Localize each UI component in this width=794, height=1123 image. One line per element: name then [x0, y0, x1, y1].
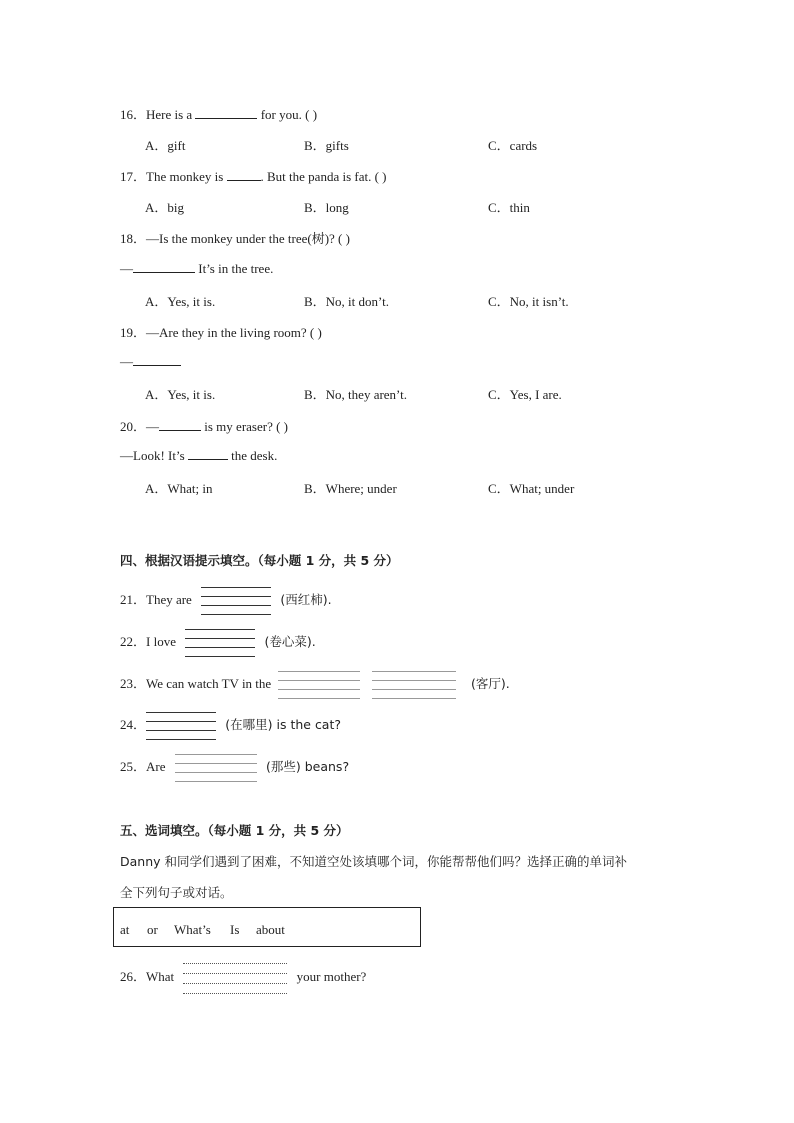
option-a: A．What; in — [145, 481, 213, 496]
question-19-reply — [120, 353, 181, 370]
question-26-tail: your mother? — [296, 968, 367, 984]
writing-lines[interactable] — [185, 629, 255, 657]
reply-tail: the desk. — [231, 448, 278, 463]
writing-lines[interactable] — [146, 712, 216, 740]
question-21-text: 21．They are — [120, 591, 192, 607]
question-24-text: 24． — [120, 716, 147, 732]
question-22-text: 22．I love — [120, 633, 176, 649]
reply-text: —Look! It’s — [120, 448, 185, 463]
chinese-hint: (西红柿). — [280, 591, 332, 607]
answer-blank[interactable] — [188, 447, 228, 460]
section-5-intro-cont: 全下列句子或对话。 — [120, 885, 233, 900]
question-20-text: 20．— — [120, 419, 160, 434]
option-c: C．thin — [488, 200, 530, 215]
question-18-reply — [120, 260, 273, 277]
option-b: B．long — [304, 200, 349, 215]
option-c: C．What; under — [488, 481, 575, 496]
dash: — — [120, 354, 133, 369]
option-a: A．gift — [145, 138, 186, 153]
writing-lines[interactable] — [201, 587, 271, 615]
section-4-title: 四、根据汉语提示填空。（每小题 1 分，共 5 分） — [120, 553, 399, 568]
option-b: B．Where; under — [304, 481, 397, 496]
question-17-tail: . But the panda is fat. ( ) — [260, 169, 387, 184]
question-16 — [120, 104, 317, 123]
option-c: C．No, it isn’t. — [488, 294, 569, 309]
answer-blank[interactable] — [227, 168, 261, 181]
question-20 — [120, 416, 288, 435]
question-17-text: 17．The monkey is — [120, 169, 224, 184]
writing-lines[interactable] — [372, 671, 456, 699]
question-16-tail: for you. ( ) — [260, 107, 318, 122]
reply-text: It’s in the tree. — [198, 261, 274, 276]
word-bank-item: What’s — [174, 922, 211, 937]
writing-lines[interactable] — [278, 671, 360, 699]
question-23 — [120, 671, 510, 699]
question-20-tail: is my eraser? ( ) — [204, 419, 289, 434]
option-b: B．No, they aren’t. — [304, 387, 408, 402]
chinese-hint: (卷心菜). — [264, 633, 316, 649]
question-23-text: 23．We can watch TV in the — [120, 675, 272, 691]
option-a: A．Yes, it is. — [145, 294, 216, 309]
question-26 — [120, 963, 366, 993]
word-bank-item: about — [256, 922, 285, 937]
option-c: C．Yes, I are. — [488, 387, 562, 402]
chinese-hint: (那些) beans? — [266, 758, 350, 774]
writing-lines[interactable] — [175, 754, 257, 782]
word-bank-item: Is — [230, 922, 240, 937]
option-b: B．gifts — [304, 138, 349, 153]
option-a: A．big — [145, 200, 185, 215]
question-24 — [120, 712, 341, 740]
word-bank-item: or — [147, 922, 158, 937]
answer-blank[interactable] — [195, 106, 257, 119]
section-5-intro: Danny 和同学们遇到了困难，不知道空处该填哪个词，你能帮帮他们吗？选择正确的单词补 — [120, 854, 628, 869]
option-c: C．cards — [488, 138, 538, 153]
question-25 — [120, 754, 349, 782]
word-bank — [113, 907, 421, 947]
writing-lines[interactable] — [183, 963, 287, 993]
question-20-reply — [120, 447, 277, 464]
question-25-text: 25．Are — [120, 758, 166, 774]
option-b: B．No, it don’t. — [304, 294, 389, 309]
answer-blank[interactable] — [133, 353, 181, 366]
question-18: 18．—Is the monkey under the tree(树)? ( ) — [120, 231, 350, 246]
word-bank-item: at — [120, 922, 130, 937]
question-19: 19．—Are they in the living room? ( ) — [120, 325, 322, 340]
question-21 — [120, 587, 332, 615]
answer-blank[interactable] — [159, 418, 201, 431]
chinese-hint: (客厅). — [470, 675, 510, 691]
question-17 — [120, 166, 387, 185]
dash: — — [120, 261, 133, 276]
question-26-text: 26．What — [120, 968, 175, 984]
section-5-title: 五、选词填空。（每小题 1 分，共 5 分） — [120, 823, 349, 838]
question-22 — [120, 629, 316, 657]
chinese-hint: (在哪里) is the cat? — [225, 716, 342, 732]
answer-blank[interactable] — [133, 260, 195, 273]
option-a: A．Yes, it is. — [145, 387, 216, 402]
question-16-text: 16．Here is a — [120, 107, 193, 122]
